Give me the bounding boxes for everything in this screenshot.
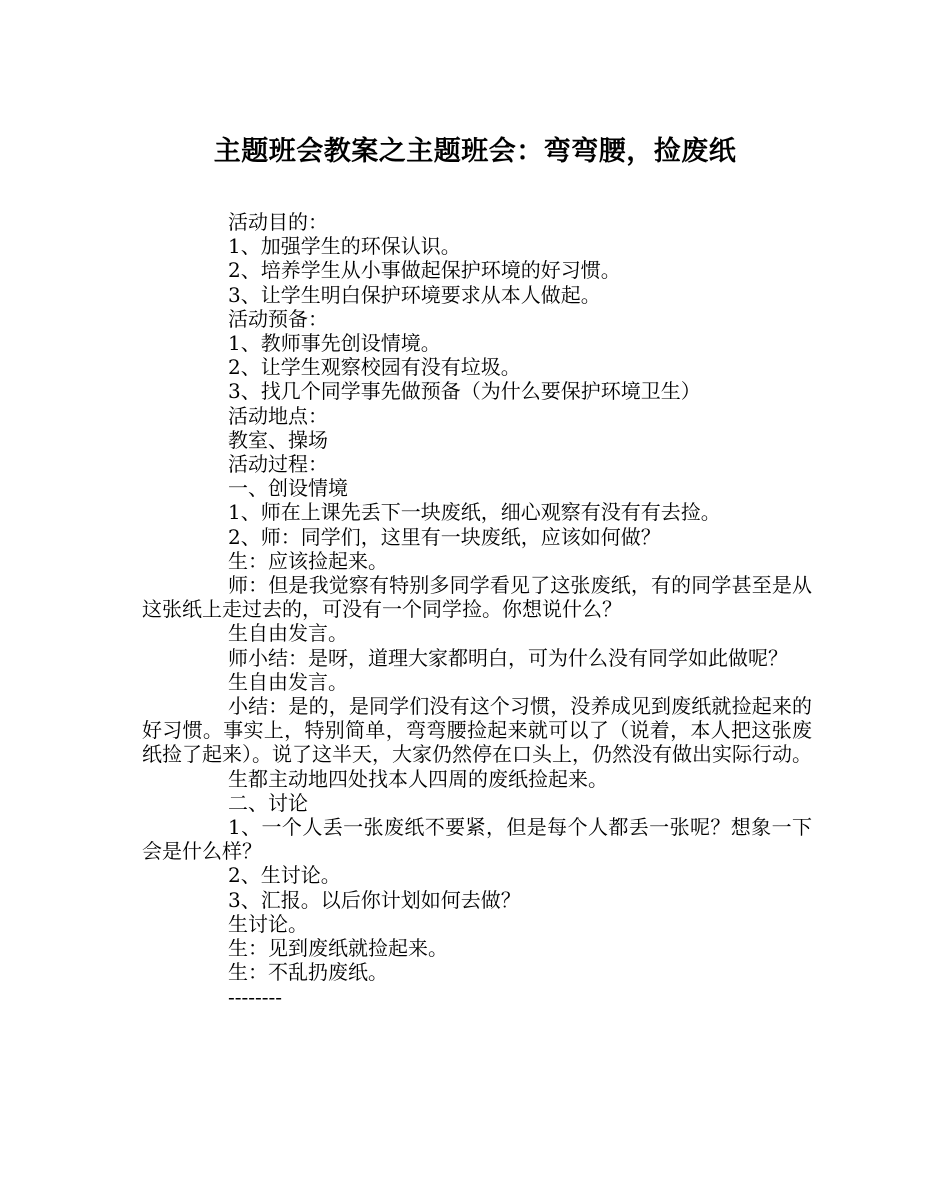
paragraph: 2、让学生观察校园有没有垃圾。 (228, 355, 521, 380)
paragraph: 3、让学生明白保护环境要求从本人做起。 (228, 282, 601, 307)
paragraph: 生：不乱扔废纸。 (228, 960, 388, 985)
document-body (142, 210, 812, 1009)
paragraph: 师：但是我觉察有特别多同学看见了这张废纸，有的同学甚至是从这张纸上走过去的，可没有一个同学捡。你想说什么？ (142, 573, 812, 622)
paragraph: 2、师：同学们，这里有一块废纸，应该如何做？ (228, 524, 661, 549)
paragraph: 活动预备： (228, 306, 328, 331)
paragraph: 教室、操场 (228, 427, 328, 452)
paragraph: 生自由发言。 (228, 669, 348, 694)
paragraph: 活动过程： (228, 452, 328, 477)
paragraph: 2、培养学生从小事做起保护环境的好习惯。 (228, 258, 621, 283)
paragraph: 活动目的： (228, 210, 328, 234)
paragraph: 1、教师事先创设情境。 (228, 331, 441, 356)
paragraph: 一、创设情境 (228, 476, 348, 501)
paragraph: 生：见到废纸就捡起来。 (228, 936, 448, 961)
paragraph: 生都主动地四处找本人四周的废纸捡起来。 (228, 766, 608, 791)
paragraph: 生：应该捡起来。 (228, 548, 388, 573)
paragraph: 生自由发言。 (228, 621, 348, 646)
separator-dashes: -------- (228, 984, 283, 1009)
paragraph: 1、一个人丢一张废纸不要紧，但是每个人都丢一张呢？想象一下会是什么样？ (142, 815, 812, 864)
paragraph: 1、师在上课先丢下一块废纸，细心观察有没有有去捡。 (228, 500, 721, 525)
paragraph: 活动地点： (228, 403, 328, 428)
paragraph: 二、讨论 (228, 790, 308, 815)
document-title: 主题班会教案之主题班会：弯弯腰，捡废纸 (213, 136, 737, 167)
paragraph: 小结：是的，是同学们没有这个习惯，没养成见到废纸就捡起来的好习惯。事实上，特别简单，弯弯腰捡起来就可以了（说着，本人把这张废纸捡了起来）。说了这半天，大家仍然停在口头上，仍然没有做出实际行动。 (142, 694, 812, 767)
paragraph: 1、加强学生的环保认识。 (228, 234, 461, 259)
paragraph: 3、找几个同学事先做预备（为什么要保护环境卫生） (228, 379, 701, 404)
paragraph: 师小结：是呀，道理大家都明白，可为什么没有同学如此做呢？ (228, 645, 788, 670)
paragraph: 2、生讨论。 (228, 863, 341, 888)
paragraph: 3、汇报。以后你计划如何去做？ (228, 887, 521, 912)
paragraph: 生讨论。 (228, 911, 308, 936)
